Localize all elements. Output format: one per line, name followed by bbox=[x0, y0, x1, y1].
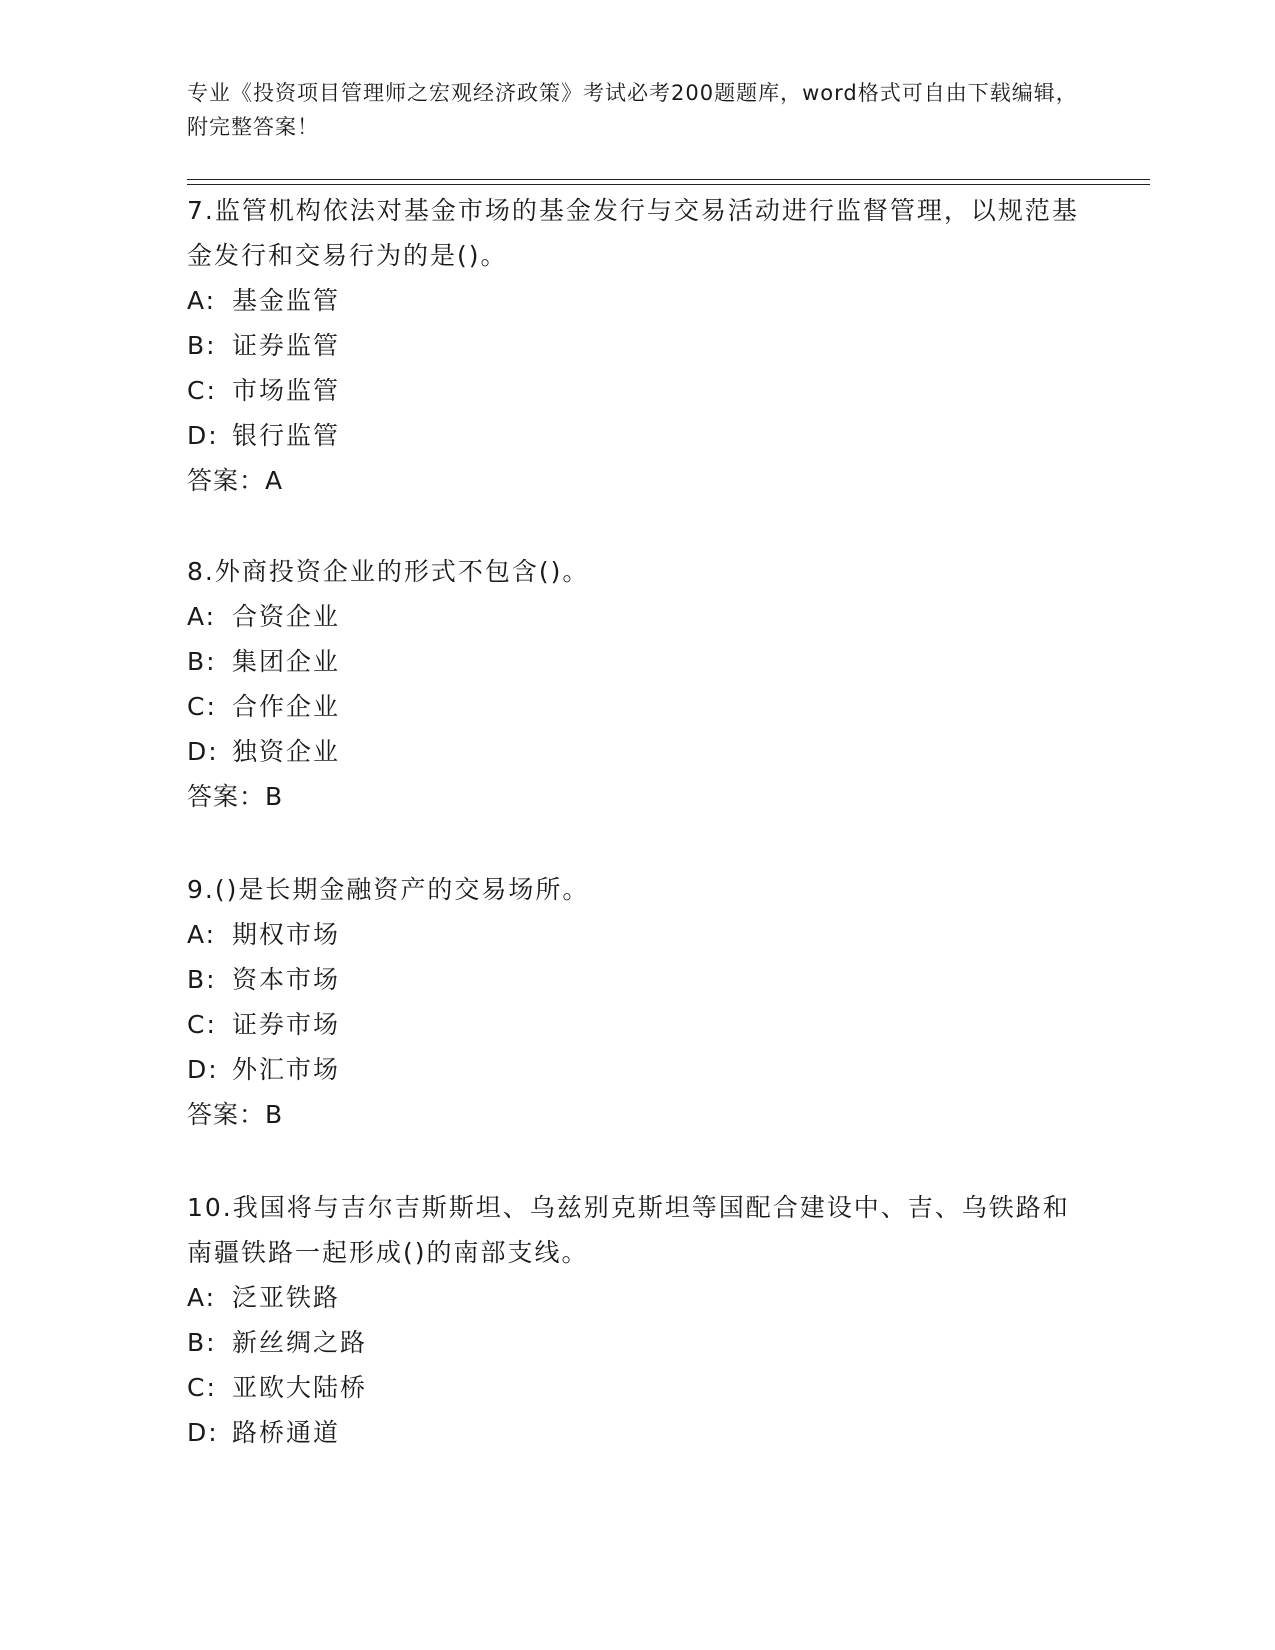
header-divider-bottom bbox=[187, 184, 1150, 185]
answer-line: 答案：B bbox=[187, 1100, 284, 1129]
option-c bbox=[187, 684, 1087, 729]
option-text: 独资企业 bbox=[232, 737, 341, 766]
option-letter: D: bbox=[187, 1055, 219, 1084]
option-b bbox=[187, 1320, 1087, 1365]
option-text: 银行监管 bbox=[232, 421, 341, 450]
question-stem: 7.监管机构依法对基金市场的基金发行与交易活动进行监督管理，以规范基金发行和交易行为的是()。 bbox=[187, 196, 1079, 270]
option-d bbox=[187, 1410, 1087, 1455]
option-text: 泛亚铁路 bbox=[232, 1283, 341, 1312]
option-c bbox=[187, 1365, 1087, 1410]
option-a bbox=[187, 594, 1087, 639]
option-text: 集团企业 bbox=[232, 647, 341, 676]
option-letter: D: bbox=[187, 421, 219, 450]
option-text: 合作企业 bbox=[232, 692, 341, 721]
option-text: 证券市场 bbox=[232, 1010, 341, 1039]
option-letter: C: bbox=[187, 376, 217, 405]
option-b bbox=[187, 323, 1087, 368]
option-letter: A: bbox=[187, 602, 217, 631]
document-intro: 专业《投资项目管理师之宏观经济政策》考试必考200题题库，word格式可自由下载编辑，附完整答案！ bbox=[187, 81, 1078, 139]
option-c bbox=[187, 1002, 1087, 1047]
option-c bbox=[187, 368, 1087, 413]
option-text: 资本市场 bbox=[232, 965, 341, 994]
option-text: 路桥通道 bbox=[232, 1418, 341, 1447]
option-a bbox=[187, 912, 1087, 957]
option-letter: B: bbox=[187, 331, 217, 360]
question-stem: 8.外商投资企业的形式不包含()。 bbox=[187, 557, 590, 586]
option-letter: D: bbox=[187, 737, 219, 766]
option-letter: A: bbox=[187, 286, 217, 315]
question-stem: 10.我国将与吉尔吉斯斯坦、乌兹别克斯坦等国配合建设中、吉、乌铁路和南疆铁路一起形成()的南部支线。 bbox=[187, 1193, 1070, 1267]
question-stem: 9.()是长期金融资产的交易场所。 bbox=[187, 875, 590, 904]
option-d bbox=[187, 1047, 1087, 1092]
option-a bbox=[187, 1275, 1087, 1320]
option-letter: A: bbox=[187, 920, 217, 949]
option-text: 期权市场 bbox=[232, 920, 341, 949]
answer-line: 答案：B bbox=[187, 782, 284, 811]
question-8 bbox=[187, 549, 1087, 819]
question-10 bbox=[187, 1185, 1087, 1455]
option-b bbox=[187, 957, 1087, 1002]
option-letter: C: bbox=[187, 1010, 217, 1039]
option-d bbox=[187, 413, 1087, 458]
option-text: 亚欧大陆桥 bbox=[232, 1373, 368, 1402]
option-letter: B: bbox=[187, 647, 217, 676]
option-a bbox=[187, 278, 1087, 323]
question-7 bbox=[187, 188, 1087, 503]
option-text: 基金监管 bbox=[232, 286, 341, 315]
option-letter: A: bbox=[187, 1283, 217, 1312]
option-letter: C: bbox=[187, 692, 217, 721]
option-letter: D: bbox=[187, 1418, 219, 1447]
option-letter: B: bbox=[187, 1328, 217, 1357]
option-letter: C: bbox=[187, 1373, 217, 1402]
question-9 bbox=[187, 867, 1087, 1137]
option-letter: B: bbox=[187, 965, 217, 994]
option-d bbox=[187, 729, 1087, 774]
option-text: 证券监管 bbox=[232, 331, 341, 360]
option-text: 市场监管 bbox=[232, 376, 341, 405]
header-divider-top bbox=[187, 179, 1150, 180]
option-text: 新丝绸之路 bbox=[232, 1328, 368, 1357]
option-text: 外汇市场 bbox=[232, 1055, 341, 1084]
option-b bbox=[187, 639, 1087, 684]
option-text: 合资企业 bbox=[232, 602, 341, 631]
answer-line: 答案：A bbox=[187, 466, 284, 495]
